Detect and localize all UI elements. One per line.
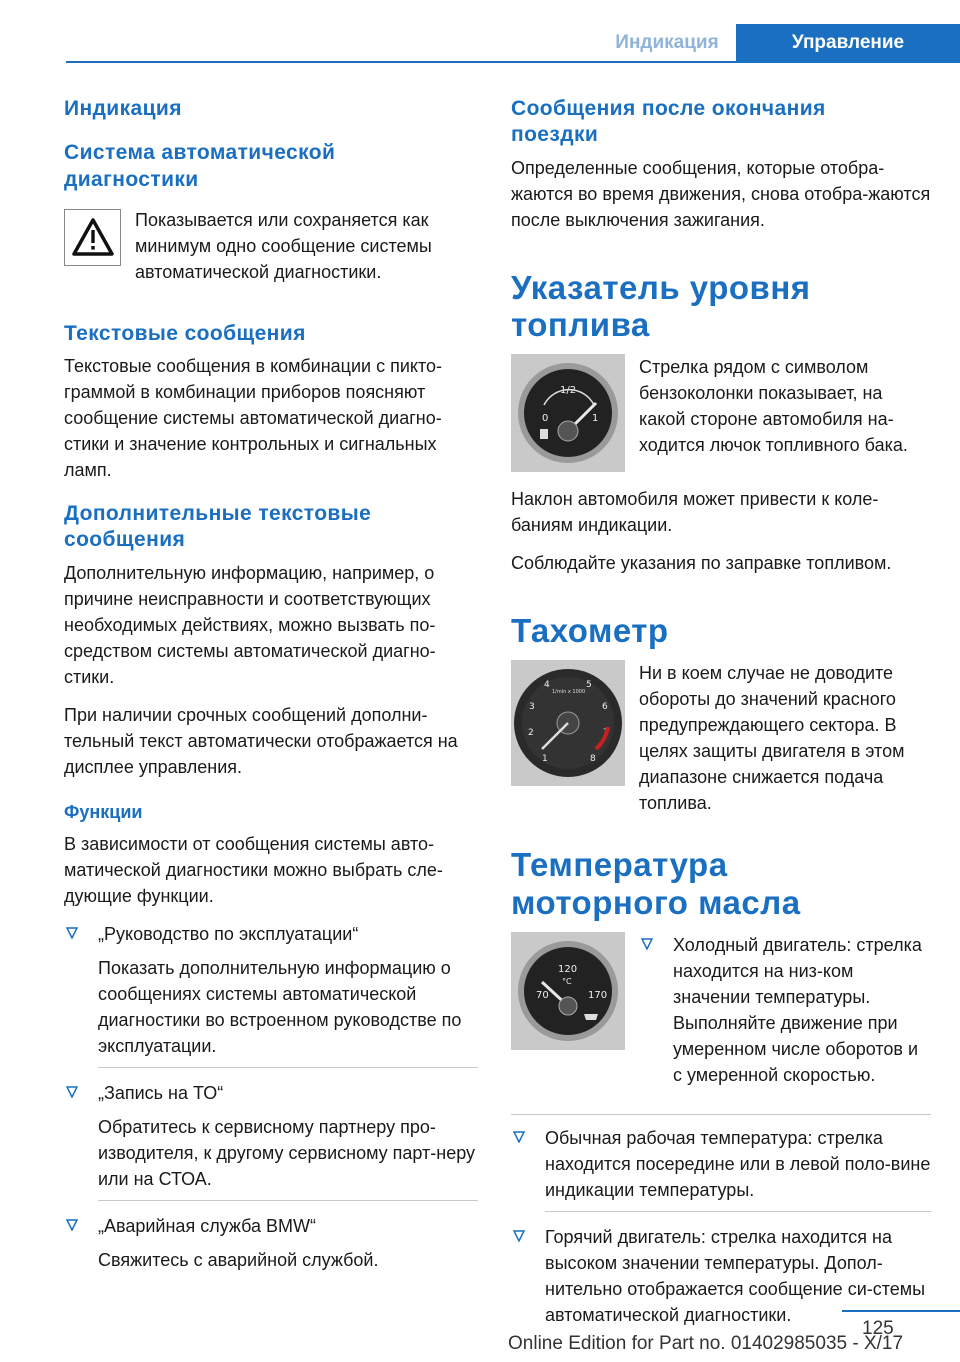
triangle-bullet-icon bbox=[66, 1219, 78, 1231]
fuel-text-3: Соблюдайте указания по заправке топливом. bbox=[511, 553, 892, 574]
fuel-block bbox=[511, 354, 931, 472]
cbs-title: Система автоматической диагностики bbox=[64, 141, 336, 191]
after-trip-title: Сообщения после окончания поездки bbox=[511, 97, 826, 147]
right-column bbox=[511, 96, 931, 1340]
tachometer-icon bbox=[512, 663, 624, 783]
fuel-gauge-icon bbox=[514, 359, 622, 467]
divider bbox=[545, 1211, 931, 1212]
tacho-label: 1/min x 1000 bbox=[552, 689, 586, 696]
fuel-title: Указатель уровня топлива bbox=[511, 268, 811, 344]
list-item bbox=[511, 1125, 931, 1212]
text-messages-title: Текстовые сообщения bbox=[64, 321, 306, 345]
tacho-tick: 2 bbox=[528, 728, 534, 739]
oil-label-high: 170 bbox=[588, 990, 608, 1002]
oil-temperature-gauge-icon bbox=[514, 936, 622, 1046]
list-item bbox=[64, 921, 478, 1068]
item-desc: Свяжитесь с аварийной службой. bbox=[98, 1249, 379, 1270]
oil-item-text: Обычная рабочая температура: стрелка находится посередине или в левой поло-вине индикации температуры. bbox=[545, 1128, 931, 1201]
tacho-tick: 4 bbox=[544, 680, 550, 691]
header-bar bbox=[0, 24, 960, 62]
tab-indication[interactable]: Индикация bbox=[615, 32, 719, 53]
tacho-tick: 7 bbox=[603, 728, 609, 739]
functions-text: В зависимости от сообщения системы авто-матической диагностики можно выбрать сле-дующие функции. bbox=[64, 833, 443, 906]
page-number: 125 bbox=[862, 1318, 894, 1339]
warning-triangle-icon bbox=[64, 209, 121, 266]
fuel-label-half: 1/2 bbox=[560, 385, 577, 397]
additional-text-title: Дополнительные текстовые сообщения bbox=[64, 502, 372, 552]
item-label: „Запись на ТО“ bbox=[98, 1082, 224, 1103]
additional-text-p2: При наличии срочных сообщений дополни-тельный текст автоматически отображается на дисплее управления. bbox=[64, 704, 458, 777]
oil-gauge-image bbox=[511, 932, 625, 1050]
triangle-bullet-icon bbox=[641, 938, 653, 950]
divider bbox=[98, 1200, 478, 1201]
tacho-title: Тахометр bbox=[511, 612, 669, 650]
edition-note: Online Edition for Part no. 01402985035 - X/17 bbox=[508, 1333, 904, 1354]
list-item bbox=[639, 932, 931, 1096]
tacho-tick: 5 bbox=[586, 680, 592, 691]
oil-list-continued bbox=[511, 1125, 931, 1328]
oil-title: Температура моторного масла bbox=[511, 846, 801, 922]
divider bbox=[511, 1114, 931, 1115]
tacho-block bbox=[511, 660, 931, 828]
oil-label-low: 70 bbox=[536, 990, 549, 1002]
divider bbox=[98, 1067, 478, 1068]
fuel-gauge-image bbox=[511, 354, 625, 472]
fuel-label-full: 1 bbox=[592, 413, 599, 425]
text-messages-text: Текстовые сообщения в комбинации с пикто-граммой в комбинации приборов поясняют сообщение системы автоматической диагно-стики и значение контрольных и сигнальных ламп. bbox=[64, 356, 443, 480]
section-title: Индикация bbox=[64, 97, 182, 120]
tab-control[interactable]: Управление bbox=[736, 24, 960, 62]
oil-item-text: Холодный двигатель: стрелка находится на низ-ком значении температуры. Выполняйте движение при умеренном числе оборотов и с умеренной скоростью. bbox=[673, 935, 922, 1086]
tacho-gauge-image bbox=[511, 660, 625, 786]
header-divider bbox=[66, 61, 960, 63]
triangle-bullet-icon bbox=[66, 1086, 78, 1098]
tacho-tick: 3 bbox=[529, 702, 535, 713]
after-trip-text: Определенные сообщения, которые отобра-жаются во время движения, снова отобра-жаются после выключения зажигания. bbox=[511, 157, 931, 230]
footer-divider bbox=[842, 1310, 960, 1312]
cbs-text: Показывается или сохраняется как минимум одно сообщение системы автоматической диагностики. bbox=[135, 209, 432, 282]
item-desc: Показать дополнительную информацию о сообщениях системы автоматической диагностики во встроенном руководстве по эксплуатации. bbox=[98, 957, 462, 1056]
item-label: „Аварийная служба BMW“ bbox=[98, 1215, 317, 1236]
left-column bbox=[64, 96, 478, 1285]
triangle-bullet-icon bbox=[513, 1230, 525, 1242]
cbs-block bbox=[64, 207, 478, 285]
list-item bbox=[64, 1080, 478, 1201]
list-item bbox=[64, 1213, 478, 1273]
item-desc: Обратитесь к сервисному партнеру про-изводителя, к другому сервисному парт-неру или на СТОА. bbox=[98, 1116, 476, 1189]
tacho-tick: 8 bbox=[590, 754, 596, 765]
item-label: „Руководство по эксплуатации“ bbox=[98, 923, 359, 944]
functions-title: Функции bbox=[64, 801, 143, 822]
oil-block bbox=[511, 932, 931, 1328]
triangle-bullet-icon bbox=[66, 927, 78, 939]
tacho-tick: 1 bbox=[542, 754, 548, 765]
list-item bbox=[511, 1224, 931, 1328]
additional-text-p1: Дополнительную информацию, например, о причине неисправности и соответствующих необходимых действиях, можно вызвать по-средством системы автоматической диагно-стики. bbox=[64, 562, 436, 687]
oil-item-text: Горячий двигатель: стрелка находится на высоком значении температуры. Допол-нительно отображается сообщение си-стемы автоматической диагностики. bbox=[545, 1227, 926, 1326]
tacho-text: Ни в коем случае не доводите обороты до значений красного предупреждающего сектора. В целях защиты двигателя в этом диапазоне снижается подача топлива. bbox=[639, 663, 905, 814]
triangle-bullet-icon bbox=[513, 1131, 525, 1143]
functions-list bbox=[64, 921, 478, 1273]
oil-label-unit: °C bbox=[562, 977, 572, 987]
fuel-text: Стрелка рядом с символом бензоколонки показывает, на какой стороне автомобиля на-ходится лючок топливного бака. bbox=[639, 357, 908, 456]
fuel-text-2: Наклон автомобиля может привести к коле-баниям индикации. bbox=[511, 489, 879, 536]
tacho-tick: 6 bbox=[602, 702, 608, 713]
fuel-label-empty: 0 bbox=[542, 413, 549, 425]
oil-label-mid: 120 bbox=[558, 964, 578, 976]
